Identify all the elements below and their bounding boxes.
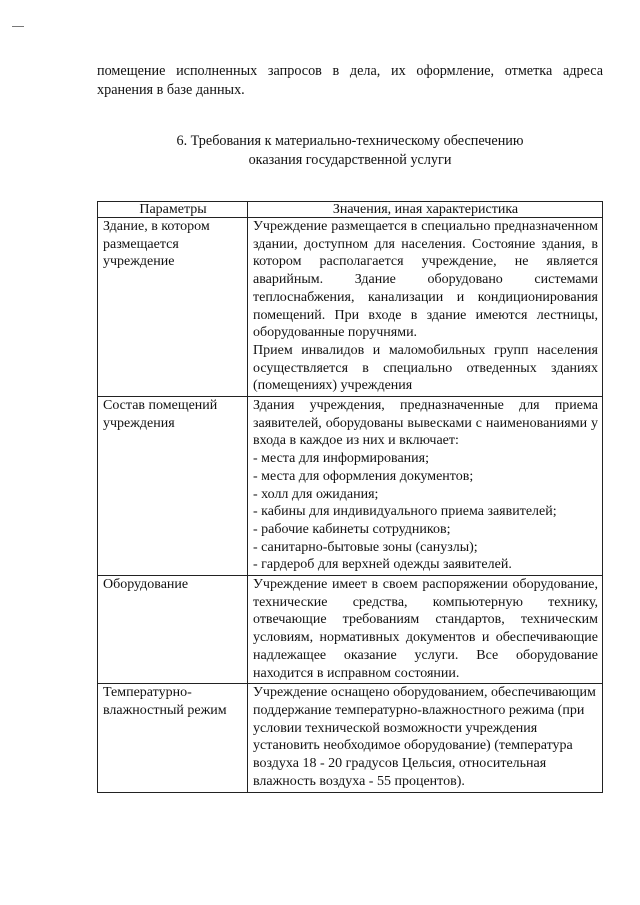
- row-value: [248, 576, 603, 684]
- value-paragraph: Учреждение оснащено оборудованием, обеспечивающим поддержание температурно-влажностного режима (при условии технической возможности учреждения установить необходимое оборудование) (температура воздуха 18 - 20 градусов Цельсия, относительная влажность воздуха - 55 процентов).: [253, 685, 596, 789]
- value-paragraph: Учреждение размещается в специально предназначенном здании, доступном для населения. Состояние здания, в котором располагается учреждение, не является аварийным. Здание оборудовано системами теплоснабжения, канализации и кондиционирования помещений. При входе в здание имеются лестницы, оборудованные поручнями.: [253, 219, 598, 341]
- list-item: - холл для ожидания;: [253, 486, 379, 502]
- value-paragraph: Учреждение имеет в своем распоряжении оборудование, технические средства, компьютерную технику, отвечающие требованиям стандартов, техническим условиям, нормативных документов и обеспечивающие надлежащее оказание услуги. Все оборудование находится в исправном состоянии.: [253, 577, 598, 681]
- intro-paragraph: помещение исполненных запросов в дела, их оформление, отметка адреса хранения в базе данных.: [97, 63, 603, 98]
- header-parameters: Параметры: [98, 202, 248, 218]
- list-item: - кабины для индивидуального приема заявителей;: [253, 504, 557, 520]
- section-heading-line-2: оказания государственной услуги: [248, 152, 452, 168]
- list-item: - санитарно-бытовые зоны (санузлы);: [253, 539, 478, 555]
- row-value: [248, 684, 603, 792]
- value-paragraph: Прием инвалидов и маломобильных групп населения осуществляется в специально отведенных зданиях (помещениях) учреждения: [253, 342, 598, 394]
- section-heading: [97, 132, 603, 170]
- header-values: Значения, иная характеристика: [248, 202, 603, 218]
- list-item: - рабочие кабинеты сотрудников;: [253, 521, 451, 537]
- scan-corner-mark: [12, 26, 24, 27]
- row-parameter: Температурно-влажностный режим: [98, 684, 248, 792]
- value-paragraph: Здания учреждения, предназначенные для приема заявителей, оборудованы вывесками с наименованиями у входа в каждое из них и включает:: [253, 398, 598, 449]
- table-header-row: [98, 202, 603, 218]
- row-value: [248, 218, 603, 397]
- row-value: [248, 397, 603, 576]
- row-parameter: Здание, в котором размещается учреждение: [98, 218, 248, 397]
- table-row: [98, 397, 603, 576]
- table-row: [98, 218, 603, 397]
- row-parameter: Оборудование: [98, 576, 248, 684]
- table-row: [98, 684, 603, 792]
- table-row: [98, 576, 603, 684]
- list-item: - места для информирования;: [253, 451, 429, 467]
- list-item: - места для оформления документов;: [253, 468, 474, 484]
- list-item: - гардероб для верхней одежды заявителей.: [253, 557, 512, 573]
- requirements-table: [97, 201, 603, 793]
- section-heading-line-1: 6. Требования к материально-техническому обеспечению: [176, 133, 524, 149]
- row-parameter: Состав помещений учреждения: [98, 397, 248, 576]
